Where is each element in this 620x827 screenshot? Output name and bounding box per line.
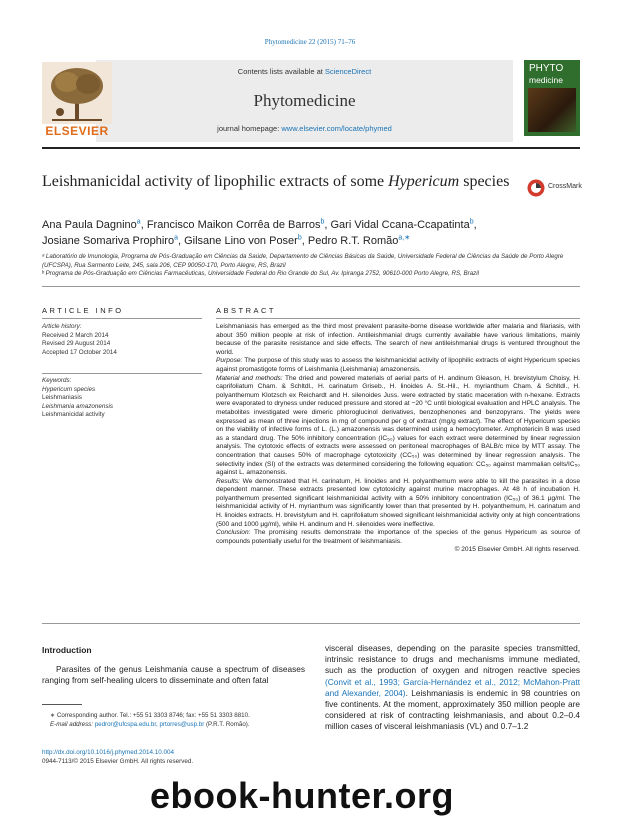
keywords-divider — [42, 373, 202, 374]
introduction-heading: Introduction — [42, 645, 92, 655]
issn-line: 0944-7113/© 2015 Elsevier GmbH. All rights reserved. — [42, 757, 194, 765]
footnote-rule — [42, 704, 82, 705]
abstract-intro: Leishmaniasis has emerged as the third most prevalent parasite-borne disease worldwide after malaria and filariasis, with about 350 million people at risk of infection. Antileishmanial drugs currently available have various limitations, mainly because of the parasite resistance and side effects. The search of new antileishmanial drugs is ventured throughout the world. — [216, 323, 580, 356]
introduction-left-column: Parasites of the genus Leishmania cause a spectrum of diseases ranging from self-healing ulcers to disseminate and often fatal — [42, 664, 305, 686]
journal-reference[interactable]: Phytomedicine 22 (2015) 71–76 — [264, 38, 356, 46]
article-history — [42, 323, 202, 357]
header-divider — [42, 147, 580, 149]
author[interactable]: Francisco Maikon Corrêa de Barros$^b$ — [146, 218, 325, 231]
keyword-item: Hypericum species — [42, 385, 96, 393]
introduction-right-column: visceral diseases, depending on the parasite species transmitted, intrinsic resistance to drugs and mechanisms immune mediated, such as the production of oxygen and nitrogen reactive species (Convit et al., 1993; García-Hernández et al., 2012; McMahon-Pratt and Alexander, 2004). Leishmaniasis is endemic in 98 countries on five continents. At the moment, approximately 350 million people are considered at risk of contracting leishmaniasis, and about 0.2–0.4 million cases of visceral leishmaniasis (VL) and 0.7–1.2 — [325, 643, 580, 732]
author[interactable]: Pedro R.T. Romão$^{a,∗}$ — [307, 234, 411, 247]
abstract-methods: Material and methods: The dried and powered materials of aerial parts of H. andinum Gleason, H. brevistylum Choisy, H. caprifoliatum Cham. & Schltdl., H. carinatum Griseb., H. linoides A. St.-Hil., H. myrianthum Cham. & Schltdl., H. polyanthemum Klotzsch ex Reichardt and H. silenoides Juss. were extracted by static maceration with n-hexane. Extracts were evaporated to dryness under reduced pressure and stored at −20 °C until biological evaluation and HPLC analysis. The metabolites investigated were dimeric phloroglucinol derivatives, benzophenones and benzopyrans. The yields were expressed as mean of three injections in mg of compound per g of extract (mg/g extract). The effect of Hypericum species on the viability of infective forms of L. (L.) amazonensis was determined using a hemocytometer. Amphotericin B was used as a standard drug. The 50% inhibitory concentration (IC₅₀) values for each extract were determined by linear regression analysis. The cytotoxic effects of extracts were assessed on peritoneal macrophages of BALB/c mice by MTT assay. The concentration that causes 50% of macrophage cytotoxicity (CC₅₀) was determined by linear regression analysis. The selectivity index (SI) of the extracts was determined considering the following equation: CC₅₀ against mammalian cells/IC₅₀ against L. amazonensis. — [216, 374, 580, 477]
author[interactable]: Gilsane Lino von Poser$^b$ — [184, 234, 302, 247]
author-list: Ana Paula Dagnino$^a$, Francisco Maikon Corrêa de Barros$^b$, Gari Vidal Ccana-Ccapatinta$^b$, Josiane Somariva Prophiro$^a$, Gilsane Lino von Poser$^b$, Pedro R.T. Romão$^{a,∗}$ — [42, 218, 477, 247]
homepage-prefix: journal homepage: — [217, 124, 282, 133]
history-label: Article history: — [42, 323, 82, 330]
homepage-line — [96, 124, 513, 133]
title-genus: Hypericum — [388, 173, 460, 190]
article-info-divider — [42, 318, 202, 319]
body-divider — [42, 623, 580, 624]
abstract-divider — [216, 318, 580, 319]
homepage-link[interactable]: www.elsevier.com/locate/phymed — [281, 124, 392, 133]
contents-prefix: Contents lists available at — [237, 67, 325, 76]
sciencedirect-link[interactable]: ScienceDirect — [324, 67, 372, 76]
abstract-purpose: Purpose: The purpose of this study was to assess the leishmanicidal activity of lipophilic extracts of eight Hypericum species against promastigote forms of Leishmania (Leishmania) amazonensis. — [216, 357, 580, 373]
crossmark-label: CrossMark — [548, 183, 582, 190]
abstract-body — [216, 323, 580, 555]
watermark: ebook-hunter.org — [150, 775, 454, 816]
citation-links[interactable]: (Convit et al., 1993; García-Hernández et al., 2012; McMahon-Pratt and Alexander, 2004) — [325, 676, 580, 698]
doi-block — [42, 749, 342, 766]
contents-line — [96, 67, 513, 76]
title-text: Leishmanicidal activity of lipophilic extracts of some — [42, 173, 389, 190]
front-matter-divider — [42, 286, 580, 287]
author[interactable]: Ana Paula Dagnino$^a$ — [42, 218, 141, 231]
crossmark-icon — [527, 179, 545, 197]
affiliation-a: ᵃ Laboratório de Imunologia, Programa de Pós-Graduação em Ciências da Saúde, Departamento de Ciências Básicas da Saúde, Universidade Federal de Ciências da Saúde de Porto Alegre (UFCSPA), Rua Sarmento Leite, 245, sala 206, CEP 90050-170, Porto Alegre, RS, Brazil — [42, 253, 564, 269]
elsevier-wordmark: ELSEVIER — [45, 124, 109, 138]
article-info-heading: ARTICLE INFO — [42, 306, 124, 315]
affiliation-b: ᵇ Programa de Pós-Graduação em Ciências Farmacêuticas, Universidade Federal do Rio Grande do Sul, Av. Ipiranga 2752, 90610-000 Porto Alegre, RS, Brazil — [42, 270, 479, 277]
author[interactable]: Josiane Somariva Prophiro$^a$ — [42, 234, 178, 247]
keyword-item: Leishmanicidal activity — [42, 411, 105, 419]
author[interactable]: Gari Vidal Ccana-Ccapatinta$^b$ — [330, 218, 474, 231]
cover-photo — [528, 88, 576, 132]
abstract-results: Results: We demonstrated that H. carinatum, H. linoides and H. polyanthemum were able to kill the parasites in a dose dependent manner. These extracts presented low cytotoxicity against murine macrophages. At 48 h of incubation H. polyanthemum presented significant leishmanicidal activity with a 50% inhibitory concentration (IC₅₀) of 36.1 µg/ml. The leishmanicidal activity of H. myrianthum was significantly lower than that presented by H. polyanthemum, H. carinatum and H. linoides extracts. H. brevistylum and H. caprifoliatum showed significant leishmanicidal activity only at high concentrations (500 and 1000 µg/ml), while H. andinum and H. silenoides were ineffective. — [216, 477, 580, 528]
history-accepted: Accepted 17 October 2014 — [42, 348, 117, 356]
journal-cover-image — [524, 60, 580, 136]
crossmark-button[interactable] — [527, 179, 597, 199]
corresponding-author: ∗ Corresponding author. Tel.: +55 51 3303 8746; fax: +55 51 3303 8810. — [50, 712, 250, 719]
keywords-label: Keywords: — [42, 377, 72, 384]
corresponding-footnote: ∗ Corresponding author. Tel.: +55 51 3303 8746; fax: +55 51 3303 8810. E-mail address: pedror@ufcspa.edu.br, prtorres@usp.br (P.R.T. Romão). — [42, 712, 305, 729]
email-label: E-mail address: — [50, 720, 93, 728]
cover-subtitle: medicine — [529, 75, 564, 85]
history-received: Received 2 March 2014 — [42, 331, 109, 339]
journal-name: Phytomedicine — [253, 91, 356, 110]
keyword-item: Leishmaniasis — [42, 394, 82, 402]
abstract-copyright: © 2015 Elsevier GmbH. All rights reserved. — [454, 546, 580, 554]
email-link[interactable]: pedror@ufcspa.edu.br, prtorres@usp.br — [94, 720, 205, 728]
article-title — [42, 172, 512, 192]
keywords — [42, 377, 202, 420]
doi-link[interactable]: http://dx.doi.org/10.1016/j.phymed.2014.10.004 — [42, 749, 174, 756]
title-end: species — [459, 173, 510, 190]
keyword-item: Leishmania amazonensis — [42, 402, 114, 410]
cover-title: PHYTO — [529, 63, 564, 74]
history-revised: Revised 29 August 2014 — [42, 340, 111, 348]
abstract-heading: ABSTRACT — [216, 306, 277, 315]
abstract-conclusion: Conclusion: The promising results demonstrate the importance of the species of the genus Hypericum as source of compounds potentially useful for the treatment of leishmaniasis. — [216, 529, 581, 545]
